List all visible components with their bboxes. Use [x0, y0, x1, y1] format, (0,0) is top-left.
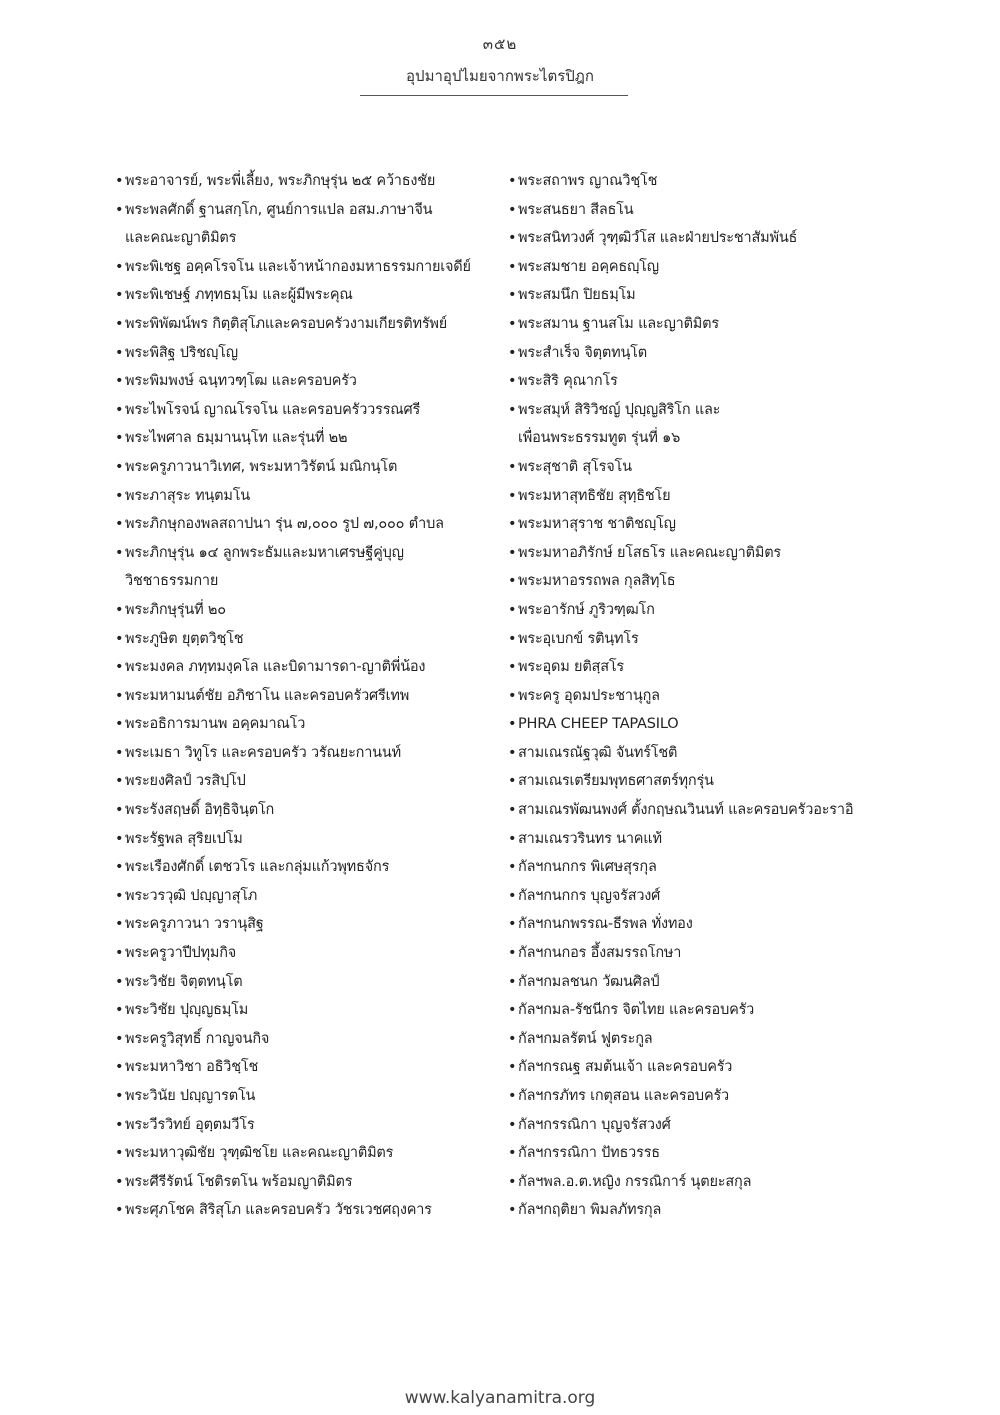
donor-list-item	[115, 796, 500, 825]
bullet-icon: •	[508, 516, 517, 533]
donor-list-item	[508, 396, 898, 453]
donor-list-item	[115, 767, 500, 796]
donor-name: พระครูวิสุทธิ์ กาญจนกิจ	[125, 1030, 270, 1047]
bullet-icon: •	[115, 315, 124, 332]
donor-list-item	[508, 767, 898, 796]
bullet-icon: •	[115, 1173, 124, 1190]
donor-list-item	[508, 539, 898, 568]
donor-name: สามเณรพัฒนพงศ์ ตั้งกฤษณวินนท์ และครอบครัวอะราอิ	[518, 802, 854, 819]
bullet-icon: •	[115, 802, 124, 819]
bullet-icon: •	[115, 1202, 124, 1219]
donor-list-item	[508, 482, 898, 511]
donor-list-item	[508, 1082, 898, 1111]
donor-name: พระพิเชฐ อคฺคโรจโน และเจ้าหน้ากองมหาธรรมกายเจดีย์	[125, 258, 471, 275]
donor-name: พระสถาพร ญาณวิชฺโช	[518, 173, 658, 189]
donor-name: กัลฯกมลชนก วัฒนศิลป์	[518, 973, 660, 990]
donor-name: กัลฯกมล-รัชนีกร จิตไทย และครอบครัว	[518, 1002, 755, 1019]
donor-name: พระมหาวิชา อธิวิชฺโช	[125, 1059, 259, 1076]
bullet-icon: •	[508, 859, 517, 876]
donor-name: พระมหาสุทธิชัย สุทฺธิชโย	[518, 487, 671, 504]
donor-name: พระสิริ คุณากโร	[518, 373, 618, 390]
bullet-icon: •	[508, 916, 517, 933]
bullet-icon: •	[508, 601, 517, 618]
donor-name: กัลฯกรณฐ สมต้นเจ้า และครอบครัว	[518, 1059, 733, 1076]
donor-name: พระมหาวุฒิชัย วุฑฺฒิชโย และคณะญาติมิตร	[125, 1145, 394, 1162]
bullet-icon: •	[508, 1059, 517, 1076]
donor-list-item	[508, 853, 898, 882]
donor-list-item	[508, 968, 898, 997]
donor-name: พระอาจารย์, พระพี่เลี้ยง, พระภิกษุรุ่น ๒๕ คว้าธงชัย	[125, 173, 436, 189]
donor-name: พระมงคล ภทฺทมงฺคโล และบิดามารดา-ญาติพี่น้อง	[125, 659, 426, 676]
donor-list-item	[115, 625, 500, 654]
bullet-icon: •	[508, 1002, 517, 1019]
bullet-icon: •	[508, 744, 517, 761]
donor-list-item	[508, 196, 898, 225]
donor-name: กัลฯกนกกร พิเศษสุรกุล	[518, 859, 657, 876]
donor-name: สามเณรวรินทร นาคแท้	[518, 830, 662, 847]
donor-list-item	[115, 253, 500, 282]
bullet-icon: •	[115, 401, 124, 418]
bullet-icon: •	[508, 258, 517, 275]
donor-list-item	[115, 510, 500, 539]
bullet-icon: •	[508, 1088, 517, 1104]
donor-name: พระภิกษุรุ่นที่ ๒๐	[125, 601, 226, 618]
donor-list-item	[115, 1196, 500, 1225]
donor-name: กัลฯกนกพรรณ-ธีรพล ทั่งทอง	[518, 916, 693, 933]
donor-name-continuation: และคณะญาติมิตร	[125, 230, 237, 247]
bullet-icon: •	[508, 344, 517, 361]
donor-list-item	[508, 796, 898, 825]
donor-name: พระวินัย ปญฺญารตโน	[125, 1088, 256, 1104]
donor-list-item	[508, 510, 898, 539]
donor-list-item	[115, 1111, 500, 1140]
donor-name: กัลฯกนกอร อึ้งสมรรถโกษา	[518, 945, 682, 962]
bullet-icon: •	[115, 430, 124, 447]
donor-list-item	[115, 339, 500, 368]
bullet-icon: •	[508, 887, 517, 904]
donor-name: พระมหาอภิรักษ์ ยโสธโร และคณะญาติมิตร	[518, 544, 781, 561]
bullet-icon: •	[115, 973, 124, 990]
donor-name: PHRA CHEEP TAPASILO	[518, 716, 679, 733]
donor-name: พระเรืองศักดิ์ เตชวโร และกลุ่มแก้วพุทธจักร	[125, 859, 390, 876]
bullet-icon: •	[115, 887, 124, 904]
bullet-icon: •	[115, 1002, 124, 1019]
bullet-icon: •	[115, 373, 124, 390]
donor-name: พระครู อุดมประชานุกูล	[518, 687, 660, 704]
donor-name: พระพิพัฒน์พร กิตฺติสุโภและครอบครัวงามเกียรติทรัพย์	[125, 315, 448, 332]
donor-name: พระภิกษุรุ่น ๑๔ ลูกพระธัมและมหาเศรษฐีคู่บุญ	[125, 544, 404, 561]
bullet-icon: •	[115, 1059, 124, 1076]
donor-list-item	[508, 567, 898, 596]
bullet-icon: •	[508, 830, 517, 847]
donor-list-item	[508, 1111, 898, 1140]
donor-list-item	[115, 653, 500, 682]
donor-name: พระสนธยา สีลธโน	[518, 201, 634, 218]
donor-list-item	[115, 739, 500, 768]
bullet-icon: •	[115, 830, 124, 847]
bullet-icon: •	[115, 1088, 124, 1104]
donor-list-item	[508, 1139, 898, 1168]
donor-list-item	[115, 453, 500, 482]
donor-name: พระวิชัย ปุญฺญธมฺโม	[125, 1002, 249, 1019]
donor-list-item	[115, 910, 500, 939]
donor-name: พระไพศาล ธมฺมานนฺโท และรุ่นที่ ๒๒	[125, 430, 348, 447]
donor-list-item	[508, 625, 898, 654]
donor-name: กัลฯกรภัทร เกตุสอน และครอบครัว	[518, 1088, 729, 1104]
bullet-icon: •	[508, 659, 517, 676]
bullet-icon: •	[508, 687, 517, 704]
bullet-icon: •	[508, 630, 517, 647]
donor-name-continuation: วิชชาธรรมกาย	[125, 573, 219, 590]
bullet-icon: •	[115, 544, 124, 561]
donor-list-item	[508, 281, 898, 310]
bullet-icon: •	[508, 1030, 517, 1047]
donor-name: พระอธิการมานพ อคฺคมาณโว	[125, 716, 306, 733]
bullet-icon: •	[508, 773, 517, 790]
bullet-icon: •	[508, 1202, 517, 1219]
bullet-icon: •	[508, 315, 517, 332]
donor-list-item	[115, 281, 500, 310]
bullet-icon: •	[115, 659, 124, 676]
donor-list-item	[115, 167, 500, 196]
donor-list-item	[115, 882, 500, 911]
bullet-icon: •	[508, 573, 517, 590]
donor-name: กัลฯกฤติยา พิมลภัทรกุล	[518, 1202, 662, 1219]
donor-list-item	[508, 1168, 898, 1197]
bullet-icon: •	[508, 487, 517, 504]
donor-name: พระรังสฤษดิ์ อิทฺธิจินฺตโก	[125, 802, 275, 819]
donor-name: กัลฯกมลรัตน์ ฟูตระกูล	[518, 1030, 653, 1047]
donor-list-item	[115, 1053, 500, 1082]
bullet-icon: •	[115, 601, 124, 618]
bullet-icon: •	[508, 544, 517, 561]
footer-website-url: www.kalyanamitra.org	[404, 1388, 596, 1408]
donor-list-item	[508, 1196, 898, 1225]
donor-list-item	[508, 310, 898, 339]
donor-list-item	[115, 424, 500, 453]
bullet-icon: •	[508, 230, 517, 247]
donor-name: พระภาสุระ ทนฺตมโน	[125, 487, 251, 504]
donor-list-item	[115, 539, 500, 596]
donor-list-item	[508, 739, 898, 768]
donor-name: พระพลศักดิ์ ฐานสกฺโก, ศูนย์การแปล อสม.ภาษาจีน	[125, 201, 433, 218]
left-donor-column	[115, 167, 500, 1225]
bullet-icon: •	[115, 516, 124, 533]
donor-name: พระรัฐพล สุริยเปโม	[125, 830, 243, 847]
donor-name: พระศุภโชค สิริสุโภ และครอบครัว วัชรเวชศฤงคาร	[125, 1202, 432, 1219]
donor-list-item	[508, 339, 898, 368]
donor-list-item	[508, 910, 898, 939]
running-title: อุปมาอุปไมยจากพระไตรปิฎก	[406, 67, 594, 85]
donor-list-item	[508, 710, 898, 739]
donor-name: พระอุเบกข์ รตินฺทโร	[518, 630, 639, 647]
donor-name: กัลฯกรรณิกา บุญจรัสวงศ์	[518, 1116, 671, 1133]
donor-list-item	[508, 939, 898, 968]
donor-list-item	[115, 1139, 500, 1168]
donor-list-item	[115, 196, 500, 253]
bullet-icon: •	[508, 287, 517, 304]
donor-list-item	[115, 853, 500, 882]
donor-list-item	[508, 682, 898, 711]
donor-list-item	[115, 996, 500, 1025]
bullet-icon: •	[508, 716, 517, 733]
donor-name: พระอารักษ์ ภูริวฑฺฒโก	[518, 601, 655, 618]
bullet-icon: •	[115, 716, 124, 733]
donor-list-item	[115, 310, 500, 339]
bullet-icon: •	[508, 458, 517, 475]
donor-name: พระวรวุฒิ ปญฺญาสุโภ	[125, 887, 258, 904]
bullet-icon: •	[508, 1173, 517, 1190]
donor-list-item	[508, 996, 898, 1025]
donor-name: พระสมุห์ สิริวิชญ์ ปุญฺญสิริโก และ	[518, 401, 721, 418]
donor-name: พระสมนึก ปิยธมฺโม	[518, 287, 636, 304]
donor-list-item	[115, 682, 500, 711]
donor-name: พระวีรวิทย์ อุตฺตมวีโร	[125, 1116, 255, 1133]
donor-name: พระวิชัย จิตฺตทนฺโต	[125, 973, 243, 990]
donor-name: กัลฯกนกกร บุญจรัสวงศ์	[518, 887, 661, 904]
donor-name: พระเมธา วิทูโร และครอบครัว วรัณยะกานนท์	[125, 744, 401, 761]
donor-name: พระสุชาติ สุโรจโน	[518, 458, 632, 475]
donor-list-item	[508, 1025, 898, 1054]
page-number: ๓๕๒	[482, 35, 518, 53]
bullet-icon: •	[508, 173, 517, 189]
donor-name: พระสนิทวงศ์ วุฑฺฒิวํโส และฝ่ายประชาสัมพันธ์	[518, 230, 798, 247]
donor-name: พระครูภาวนา วรานุสิฐ	[125, 916, 264, 933]
donor-name: พระครูภาวนาวิเทศ, พระมหาวิรัตน์ มณิกนฺโต	[125, 458, 398, 475]
bullet-icon: •	[115, 201, 124, 218]
donor-name: กัลฯพล.อ.ต.หญิง กรรณิการ์ นุตยะสกุล	[518, 1173, 752, 1190]
donor-list-item	[115, 710, 500, 739]
donor-list-item	[115, 482, 500, 511]
bullet-icon: •	[115, 773, 124, 790]
bullet-icon: •	[508, 1116, 517, 1133]
donor-list-item	[508, 653, 898, 682]
bullet-icon: •	[115, 630, 124, 647]
bullet-icon: •	[508, 373, 517, 390]
bullet-icon: •	[115, 1030, 124, 1047]
bullet-icon: •	[115, 945, 124, 962]
donor-name: พระภูษิต ยุตฺตวิชฺโช	[125, 630, 244, 647]
donor-list-item	[508, 882, 898, 911]
donor-name: พระภิกษุกองพลสถาปนา รุ่น ๗,๐๐๐ รูป ๗,๐๐๐ ตำบล	[125, 516, 444, 533]
bullet-icon: •	[115, 287, 124, 304]
bullet-icon: •	[115, 1116, 124, 1133]
donor-name: พระศีรีรัตน์ โชติรตโน พร้อมญาติมิตร	[125, 1173, 353, 1190]
donor-list-item	[115, 596, 500, 625]
donor-list-item	[115, 1025, 500, 1054]
donor-name: สามเณรเตรียมพุทธศาสตร์ทุกรุ่น	[518, 773, 714, 790]
donor-list-item	[508, 596, 898, 625]
donor-list-item	[508, 825, 898, 854]
bullet-icon: •	[115, 458, 124, 475]
donor-name: พระพิเชษฐ์ ภทฺทธมฺโม และผู้มีพระคุณ	[125, 287, 353, 304]
bullet-icon: •	[115, 344, 124, 361]
donor-name: พระไพโรจน์ ญาณโรจโน และครอบครัววรรณศรี	[125, 401, 421, 418]
donor-list-item	[115, 396, 500, 425]
donor-name: พระมหาอรรถพล กุลสิทฺโธ	[518, 573, 676, 590]
bullet-icon: •	[115, 173, 124, 189]
header-divider	[360, 95, 628, 96]
donor-list-item	[115, 939, 500, 968]
bullet-icon: •	[508, 401, 517, 418]
bullet-icon: •	[115, 1145, 124, 1162]
donor-name: พระสมชาย อคฺคธญฺโญ	[518, 258, 659, 275]
bullet-icon: •	[508, 945, 517, 962]
donor-list-item	[115, 367, 500, 396]
donor-name: พระอุดม ยติสฺสโร	[518, 659, 625, 676]
bullet-icon: •	[508, 1145, 517, 1162]
bullet-icon: •	[508, 802, 517, 819]
donor-name: พระมหามนต์ชัย อภิชาโน และครอบครัวศรีเทพ	[125, 687, 410, 704]
donor-list-item	[508, 224, 898, 253]
donor-list-item	[508, 1053, 898, 1082]
bullet-icon: •	[115, 859, 124, 876]
bullet-icon: •	[508, 201, 517, 218]
donor-name: สามเณรณัฐวุฒิ จันทร์โชติ	[518, 744, 678, 761]
donor-name-continuation: เพื่อนพระธรรมทูต รุ่นที่ ๑๖	[518, 430, 681, 447]
donor-name: พระยงศิลป์ วรสิปฺโป	[125, 773, 246, 790]
donor-name: พระสมาน ฐานสโม และญาติมิตร	[518, 315, 719, 332]
right-donor-column	[508, 167, 898, 1225]
bullet-icon: •	[115, 487, 124, 504]
donor-list-item	[508, 167, 898, 196]
donor-list-item	[508, 253, 898, 282]
donor-name: พระมหาสุราช ชาติชญฺโญ	[518, 516, 676, 533]
donor-list-item	[115, 1082, 500, 1111]
donor-name: พระพิสิฐ ปริชญฺโญ	[125, 344, 238, 361]
donor-list-item	[115, 968, 500, 997]
bullet-icon: •	[508, 973, 517, 990]
donor-list-item	[508, 367, 898, 396]
donor-list-item	[508, 453, 898, 482]
donor-name: พระพิมพงษ์ ฉนฺทวฑฺโฒ และครอบครัว	[125, 373, 357, 390]
donor-list-item	[115, 825, 500, 854]
donor-list-item	[115, 1168, 500, 1197]
bullet-icon: •	[115, 258, 124, 275]
bullet-icon: •	[115, 744, 124, 761]
bullet-icon: •	[115, 916, 124, 933]
donor-name: กัลฯกรรณิกา ปัทธวรรธ	[518, 1145, 660, 1162]
donor-name: พระครูวาปีปทุมกิจ	[125, 945, 237, 962]
bullet-icon: •	[115, 687, 124, 704]
donor-name: พระสำเร็จ จิตฺตทนฺโต	[518, 344, 647, 361]
